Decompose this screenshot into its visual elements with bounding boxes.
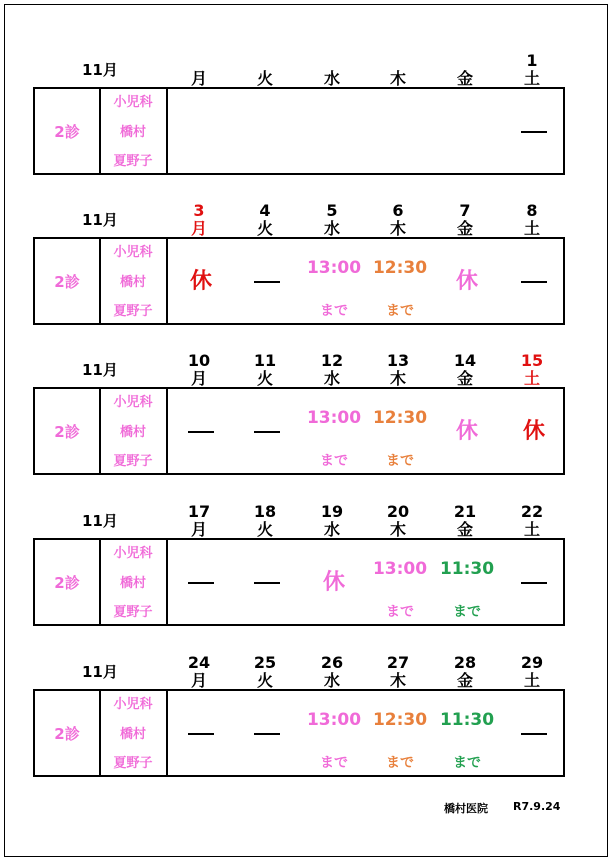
- hours-until-time: 12:30: [372, 408, 428, 428]
- month-label: 11月: [82, 663, 118, 681]
- hours-until-time: 11:30: [439, 710, 495, 730]
- weekday: 水: [323, 520, 340, 539]
- day-header: [445, 352, 485, 388]
- day-number: 28: [453, 653, 477, 672]
- day-header: [312, 654, 352, 690]
- day-header: [245, 503, 285, 539]
- day-number: 22: [520, 502, 544, 521]
- day-number: 4: [259, 201, 271, 220]
- weekday: 金: [456, 671, 473, 690]
- doctor-dept: 小児科: [113, 546, 153, 561]
- weekday: 火: [256, 219, 273, 238]
- day-number: 10: [187, 351, 211, 370]
- day-number: 13: [386, 351, 410, 370]
- weekday: 火: [256, 69, 273, 88]
- until-label: まで: [453, 755, 481, 771]
- weekday: 金: [456, 369, 473, 388]
- no-clinic-dash: [254, 431, 280, 433]
- weekday: 月: [190, 219, 207, 238]
- weekday: 金: [456, 520, 473, 539]
- day-number: 18: [253, 502, 277, 521]
- day-number: 11: [253, 351, 277, 370]
- day-header: [179, 202, 219, 238]
- until-label: まで: [453, 604, 481, 620]
- weekday: 土: [523, 671, 540, 690]
- weekday: 月: [190, 69, 207, 88]
- doctor-dept: 小児科: [113, 245, 153, 260]
- day-header: [512, 352, 552, 388]
- day-header: [312, 202, 352, 238]
- day-header: [378, 202, 418, 238]
- weekday: 月: [190, 671, 207, 690]
- weekday: 水: [323, 671, 340, 690]
- doctor-dept: 小児科: [113, 395, 153, 410]
- doctor-name1: 橋村: [119, 125, 146, 140]
- doctor-name2: 夏野子: [113, 454, 153, 469]
- day-header: [245, 352, 285, 388]
- until-label: まで: [386, 303, 414, 319]
- closed-day-label: 休: [455, 419, 478, 444]
- day-header: [179, 654, 219, 690]
- day-number: 27: [386, 653, 410, 672]
- weekday: 木: [389, 369, 406, 388]
- revision-date: R7.9.24: [513, 800, 561, 813]
- doctor-name2: 夏野子: [113, 605, 153, 620]
- weekday: 土: [523, 520, 540, 539]
- weekday: 木: [389, 69, 406, 88]
- day-number: 5: [326, 201, 338, 220]
- schedule-row: [33, 689, 565, 777]
- doctor-name2: 夏野子: [113, 154, 153, 169]
- day-number: 24: [187, 653, 211, 672]
- day-number: 26: [320, 653, 344, 672]
- column-divider: [166, 540, 168, 624]
- day-header: [179, 503, 219, 539]
- day-number: 6: [392, 201, 404, 220]
- day-number: 14: [453, 351, 477, 370]
- day-number: 19: [320, 502, 344, 521]
- clinic-room-label: 2診: [54, 272, 80, 291]
- no-clinic-dash: [188, 733, 214, 735]
- no-clinic-dash: [188, 582, 214, 584]
- day-number: 25: [253, 653, 277, 672]
- day-number: 15: [520, 351, 544, 370]
- hours-until-time: 13:00: [372, 559, 428, 579]
- schedule-row: [33, 387, 565, 475]
- day-number: 17: [187, 502, 211, 521]
- month-label: 11月: [82, 361, 118, 379]
- day-number: 3: [193, 201, 205, 220]
- hours-until-time: 13:00: [306, 258, 362, 278]
- day-header: [512, 503, 552, 539]
- day-number: 1: [526, 51, 538, 70]
- no-clinic-dash: [254, 582, 280, 584]
- day-number: 29: [520, 653, 544, 672]
- clinic-room-label: 2診: [54, 573, 80, 592]
- doctor-name1: 橋村: [119, 576, 146, 591]
- hours-until-time: 11:30: [439, 559, 495, 579]
- doctor-dept: 小児科: [113, 95, 153, 110]
- schedule-row: [33, 538, 565, 626]
- day-header: [445, 202, 485, 238]
- weekday: 土: [523, 69, 540, 88]
- day-header: [378, 352, 418, 388]
- day-number: 7: [459, 201, 471, 220]
- day-header: [445, 654, 485, 690]
- weekday: 水: [323, 369, 340, 388]
- hours-until-time: 13:00: [306, 408, 362, 428]
- no-clinic-dash: [254, 733, 280, 735]
- weekday: 木: [389, 520, 406, 539]
- day-header: [378, 654, 418, 690]
- column-divider: [166, 389, 168, 473]
- until-label: まで: [320, 755, 348, 771]
- day-header: [179, 352, 219, 388]
- clinic-room-label: 2診: [54, 122, 80, 141]
- day-header: [245, 202, 285, 238]
- day-header: [445, 503, 485, 539]
- weekday: 木: [389, 219, 406, 238]
- weekday: 火: [256, 671, 273, 690]
- no-clinic-dash: [521, 733, 547, 735]
- day-header: [312, 503, 352, 539]
- closed-day-label: 休: [522, 419, 545, 444]
- month-label: 11月: [82, 61, 118, 79]
- day-header: [312, 352, 352, 388]
- weekday: 水: [323, 219, 340, 238]
- weekday: 月: [190, 369, 207, 388]
- doctor-name1: 橋村: [119, 727, 146, 742]
- closed-day-label: 休: [322, 570, 345, 595]
- clinic-room-label: 2診: [54, 422, 80, 441]
- hours-until-time: 12:30: [372, 258, 428, 278]
- day-number: 20: [386, 502, 410, 521]
- month-label: 11月: [82, 512, 118, 530]
- until-label: まで: [386, 755, 414, 771]
- until-label: まで: [386, 453, 414, 469]
- no-clinic-dash: [254, 281, 280, 283]
- weekday: 金: [456, 69, 473, 88]
- clinic-room-label: 2診: [54, 724, 80, 743]
- closed-day-label: 休: [189, 269, 212, 294]
- closed-day-label: 休: [455, 269, 478, 294]
- day-header: [378, 503, 418, 539]
- clinic-name: 橋村医院: [444, 802, 488, 815]
- month-label: 11月: [82, 211, 118, 229]
- no-clinic-dash: [521, 582, 547, 584]
- day-number: 8: [526, 201, 538, 220]
- doctor-name1: 橋村: [119, 275, 146, 290]
- day-number: 12: [320, 351, 344, 370]
- no-clinic-dash: [188, 431, 214, 433]
- day-header: [512, 654, 552, 690]
- until-label: まで: [320, 453, 348, 469]
- column-divider: [166, 691, 168, 775]
- weekday: 土: [523, 219, 540, 238]
- weekday: 金: [456, 219, 473, 238]
- until-label: まで: [386, 604, 414, 620]
- day-header: [245, 654, 285, 690]
- doctor-name2: 夏野子: [113, 756, 153, 771]
- day-number: 21: [453, 502, 477, 521]
- no-clinic-dash: [521, 281, 547, 283]
- weekday: 水: [323, 69, 340, 88]
- doctor-name2: 夏野子: [113, 304, 153, 319]
- weekday: 火: [256, 520, 273, 539]
- hours-until-time: 13:00: [306, 710, 362, 730]
- day-header: [512, 202, 552, 238]
- weekday: 木: [389, 671, 406, 690]
- weekday: 月: [190, 520, 207, 539]
- weekday: 土: [523, 369, 540, 388]
- hours-until-time: 12:30: [372, 710, 428, 730]
- doctor-dept: 小児科: [113, 697, 153, 712]
- doctor-name1: 橋村: [119, 425, 146, 440]
- schedule-row: [33, 237, 565, 325]
- until-label: まで: [320, 303, 348, 319]
- weekday: 火: [256, 369, 273, 388]
- column-divider: [166, 239, 168, 323]
